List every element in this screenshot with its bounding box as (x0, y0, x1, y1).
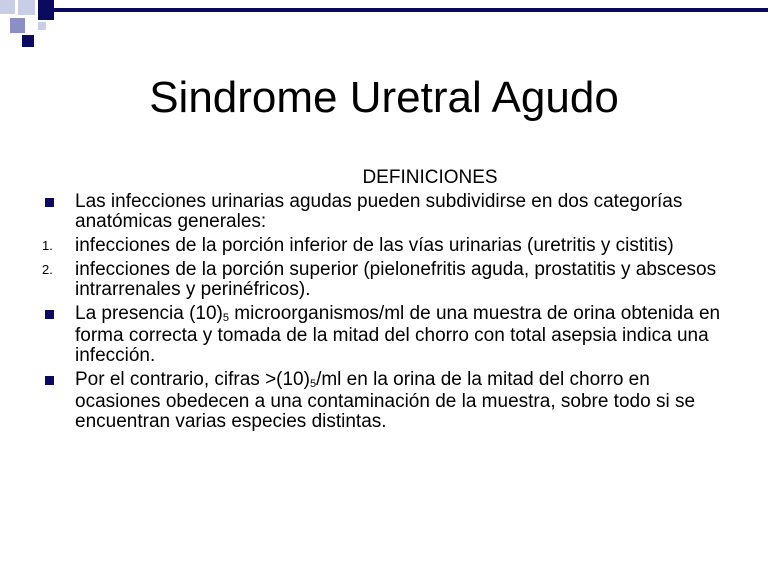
square-bullet-icon (38, 192, 68, 212)
item-text: infecciones de la porción superior (pielonefritis aguda, prostatitis y abscesos intrarrenales y perinéfricos). (75, 259, 717, 300)
item-text: La presencia (10)5 microorganismos/ml de una muestra de orina obtenida en forma correcta y tomada de la mitad del chorro con total asepsia indica una infección. (75, 303, 721, 366)
square-bullet-icon (38, 304, 68, 324)
item-text: infecciones de la porción inferior de las vías urinarias (uretritis y cistitis) (75, 235, 674, 256)
exponent: 5 (222, 312, 229, 324)
list-item (38, 236, 738, 256)
list-item (38, 192, 738, 232)
list-item (38, 304, 738, 366)
slide-body (38, 168, 738, 436)
corner-decoration (0, 0, 768, 50)
square-bullet-icon (38, 370, 68, 390)
list-number: 2. (42, 262, 53, 277)
list-number: 1. (42, 238, 53, 253)
slide-title: Sindrome Uretral Agudo (149, 73, 619, 122)
exponent: 5 (309, 378, 317, 390)
item-text: Las infecciones urinarias agudas pueden subdividirse en dos categorías anatómicas generales: (75, 191, 683, 232)
section-heading: DEFINICIONES (362, 167, 498, 188)
item-text: Por el contrario, cifras >(10)5/ml en la orina de la mitad del chorro en ocasiones obedecen a una contaminación de la muestra, sobre todo si se encuentran varias especies distintas. (75, 369, 696, 432)
list-item (38, 370, 738, 432)
list-item (38, 260, 738, 300)
